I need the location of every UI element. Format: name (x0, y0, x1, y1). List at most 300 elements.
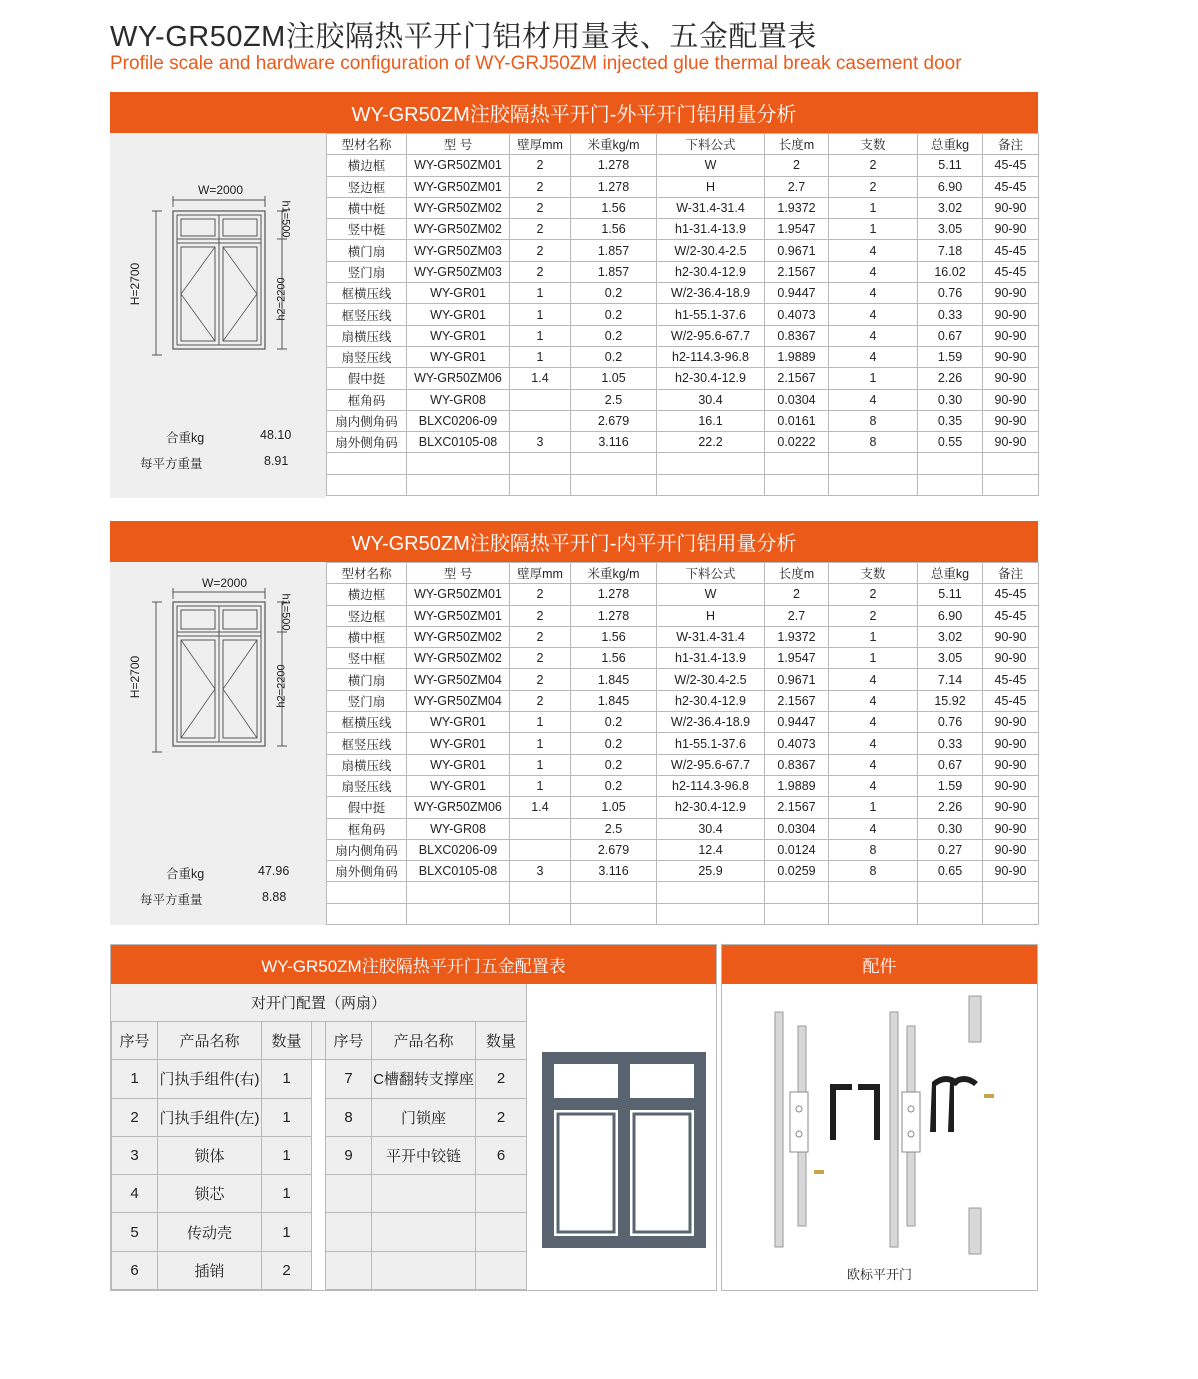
cell-profile-name: 竖边框 (327, 176, 407, 197)
cell-meter-weight: 1.56 (571, 648, 657, 669)
cell-length: 0.8367 (765, 754, 829, 775)
hw-cell-product-name: 门锁座 (372, 1098, 476, 1136)
hw-cell-index (326, 1175, 372, 1213)
hw-cell-quantity: 1 (262, 1098, 312, 1136)
inner-table-row (327, 648, 1039, 669)
cell-model: BLXC0206-09 (407, 839, 510, 860)
cell-model: WY-GR50ZM02 (407, 626, 510, 647)
outer-material-table (326, 133, 1039, 496)
cell-length: 2.7 (765, 176, 829, 197)
cell-count: 1 (829, 797, 918, 818)
cell-remark: 90-90 (983, 432, 1039, 453)
cell-remark: 45-45 (983, 669, 1039, 690)
cell-total-weight: 0.55 (918, 432, 983, 453)
cell-model (407, 903, 510, 924)
cell-length (765, 882, 829, 903)
cell-model: WY-GR01 (407, 733, 510, 754)
cell-wall-thickness: 1 (510, 346, 571, 367)
cell-count: 4 (829, 690, 918, 711)
cell-total-weight: 3.05 (918, 648, 983, 669)
cell-length: 0.0161 (765, 410, 829, 431)
inner-table-row (327, 690, 1039, 711)
cell-model: WY-GR01 (407, 754, 510, 775)
cell-profile-name: 扇横压线 (327, 754, 407, 775)
cell-wall-thickness: 2 (510, 240, 571, 261)
hw-cell-index: 2 (112, 1098, 158, 1136)
cell-meter-weight: 1.05 (571, 797, 657, 818)
cell-count: 4 (829, 325, 918, 346)
cell-cutting-formula: W/2-95.6-67.7 (657, 754, 765, 775)
cell-wall-thickness: 2 (510, 219, 571, 240)
cell-length: 0.0304 (765, 818, 829, 839)
cell-cutting-formula: h2-30.4-12.9 (657, 368, 765, 389)
inner-diagram-panel (110, 562, 326, 925)
cell-model: WY-GR01 (407, 304, 510, 325)
cell-length: 0.0222 (765, 432, 829, 453)
hw-gap (312, 1136, 326, 1174)
cell-wall-thickness (510, 839, 571, 860)
cell-wall-thickness: 1 (510, 754, 571, 775)
cell-total-weight: 0.33 (918, 733, 983, 754)
cell-wall-thickness: 2 (510, 690, 571, 711)
col-header-model: 型 号 (407, 134, 510, 155)
cell-length: 1.9372 (765, 197, 829, 218)
cell-total-weight (918, 474, 983, 495)
cell-count: 4 (829, 733, 918, 754)
inner-total-value: 47.96 (258, 864, 290, 878)
cell-cutting-formula: W/2-36.4-18.9 (657, 283, 765, 304)
inner-table-row (327, 818, 1039, 839)
outer-section-title: WY-GR50ZM注胶隔热平开门-外平开门铝用量分析 (110, 92, 1038, 133)
hw-cell-quantity: 1 (262, 1213, 312, 1251)
outer-h2-label: h2=2200 (275, 277, 288, 321)
hw-cell-index (326, 1213, 372, 1251)
cell-length (765, 903, 829, 924)
hw-header-qty: 数量 (476, 1022, 527, 1060)
hw-cell-product-name: 锁芯 (158, 1175, 262, 1213)
cell-length: 0.4073 (765, 304, 829, 325)
inner-table-header (327, 563, 1039, 584)
cell-wall-thickness: 3 (510, 432, 571, 453)
cell-total-weight: 6.90 (918, 176, 983, 197)
cell-count: 8 (829, 432, 918, 453)
cell-length: 2.1567 (765, 797, 829, 818)
cell-length: 2.1567 (765, 690, 829, 711)
outer-table-row (327, 304, 1039, 325)
cell-remark (983, 453, 1039, 474)
cell-cutting-formula: W-31.4-31.4 (657, 626, 765, 647)
cell-model: WY-GR50ZM04 (407, 690, 510, 711)
cell-length: 0.4073 (765, 733, 829, 754)
cell-cutting-formula: h2-30.4-12.9 (657, 690, 765, 711)
cell-profile-name: 横中框 (327, 626, 407, 647)
cell-count: 8 (829, 839, 918, 860)
cell-remark: 45-45 (983, 176, 1039, 197)
cell-total-weight: 0.67 (918, 325, 983, 346)
hardware-table (111, 1021, 527, 1290)
cell-cutting-formula: H (657, 605, 765, 626)
col-header-wall-thickness: 壁厚mm (510, 134, 571, 155)
cell-count: 8 (829, 861, 918, 882)
cell-model: WY-GR01 (407, 283, 510, 304)
col-header-count: 支数 (829, 563, 918, 584)
cell-meter-weight: 1.278 (571, 176, 657, 197)
cell-profile-name: 框横压线 (327, 712, 407, 733)
hw-header-name: 产品名称 (158, 1022, 262, 1060)
cell-remark: 45-45 (983, 605, 1039, 626)
cell-cutting-formula: h1-55.1-37.6 (657, 733, 765, 754)
accessories-title: 配件 (722, 945, 1037, 984)
hw-header-qty: 数量 (262, 1022, 312, 1060)
cell-wall-thickness (510, 818, 571, 839)
inner-table-row (327, 861, 1039, 882)
cell-model: WY-GR50ZM01 (407, 605, 510, 626)
cell-cutting-formula: 12.4 (657, 839, 765, 860)
cell-meter-weight: 1.05 (571, 368, 657, 389)
cell-meter-weight: 1.278 (571, 584, 657, 605)
cell-total-weight: 0.35 (918, 410, 983, 431)
cell-count: 1 (829, 648, 918, 669)
cell-length: 0.9447 (765, 712, 829, 733)
inner-table-row (327, 775, 1039, 796)
cell-count (829, 474, 918, 495)
cell-meter-weight: 1.278 (571, 605, 657, 626)
cell-profile-name: 竖中框 (327, 648, 407, 669)
outer-table-row (327, 197, 1039, 218)
cell-profile-name (327, 453, 407, 474)
cell-cutting-formula: 16.1 (657, 410, 765, 431)
cell-wall-thickness: 1 (510, 733, 571, 754)
hardware-row (112, 1213, 527, 1251)
hw-cell-quantity: 2 (476, 1098, 527, 1136)
cell-remark: 90-90 (983, 346, 1039, 367)
hw-gap (312, 1098, 326, 1136)
cell-length: 0.0124 (765, 839, 829, 860)
inner-per-sqm-value: 8.88 (262, 890, 287, 904)
cell-remark (983, 474, 1039, 495)
cell-cutting-formula (657, 882, 765, 903)
cell-wall-thickness: 1 (510, 283, 571, 304)
cell-count: 4 (829, 304, 918, 325)
cell-cutting-formula: W/2-30.4-2.5 (657, 240, 765, 261)
cell-total-weight (918, 453, 983, 474)
hw-header-name: 产品名称 (372, 1022, 476, 1060)
cell-cutting-formula: W-31.4-31.4 (657, 197, 765, 218)
cell-cutting-formula: h1-55.1-37.6 (657, 304, 765, 325)
outer-table-row (327, 346, 1039, 367)
inner-material-table (326, 562, 1039, 925)
cell-total-weight: 0.33 (918, 304, 983, 325)
outer-table-row (327, 283, 1039, 304)
cell-remark: 90-90 (983, 626, 1039, 647)
cell-remark: 90-90 (983, 410, 1039, 431)
hw-cell-product-name (372, 1175, 476, 1213)
hardware-row (112, 1175, 527, 1213)
cell-model: WY-GR01 (407, 325, 510, 346)
cell-meter-weight: 0.2 (571, 304, 657, 325)
cell-wall-thickness (510, 389, 571, 410)
cell-total-weight: 2.26 (918, 797, 983, 818)
hardware-row (112, 1136, 527, 1174)
hw-cell-quantity (476, 1175, 527, 1213)
hw-cell-index: 7 (326, 1060, 372, 1098)
cell-meter-weight: 1.56 (571, 197, 657, 218)
cell-count: 4 (829, 240, 918, 261)
outer-table-row (327, 368, 1039, 389)
hw-cell-quantity: 1 (262, 1136, 312, 1174)
hw-cell-index: 9 (326, 1136, 372, 1174)
inner-table-row (327, 605, 1039, 626)
cell-count: 2 (829, 605, 918, 626)
hardware-row (112, 1251, 527, 1289)
cell-length: 2 (765, 584, 829, 605)
hw-cell-index: 3 (112, 1136, 158, 1174)
cell-remark: 90-90 (983, 712, 1039, 733)
cell-total-weight: 7.18 (918, 240, 983, 261)
cell-profile-name: 框角码 (327, 389, 407, 410)
outer-table-row (327, 176, 1039, 197)
cell-wall-thickness: 2 (510, 176, 571, 197)
cell-total-weight (918, 903, 983, 924)
cell-length: 0.8367 (765, 325, 829, 346)
cell-count: 1 (829, 368, 918, 389)
lock-hardware-illustration (722, 984, 1037, 1264)
outer-door-section (110, 92, 1038, 498)
hw-gap (312, 1175, 326, 1213)
hw-cell-index: 4 (112, 1175, 158, 1213)
cell-count: 8 (829, 410, 918, 431)
hw-cell-product-name: C槽翻转支撑座 (372, 1060, 476, 1098)
col-header-total-weight: 总重kg (918, 134, 983, 155)
cell-profile-name: 框竖压线 (327, 733, 407, 754)
cell-length: 1.9372 (765, 626, 829, 647)
hw-cell-product-name: 门执手组件(左) (158, 1098, 262, 1136)
cell-profile-name: 扇横压线 (327, 325, 407, 346)
cell-meter-weight: 1.845 (571, 669, 657, 690)
cell-wall-thickness: 1 (510, 325, 571, 346)
cell-count: 4 (829, 818, 918, 839)
hw-cell-product-name: 传动壳 (158, 1213, 262, 1251)
cell-wall-thickness (510, 474, 571, 495)
cell-wall-thickness: 2 (510, 584, 571, 605)
outer-table-row (327, 219, 1039, 240)
cell-model (407, 453, 510, 474)
cell-wall-thickness: 3 (510, 861, 571, 882)
cell-count: 4 (829, 389, 918, 410)
cell-count: 1 (829, 626, 918, 647)
cell-total-weight: 2.26 (918, 368, 983, 389)
col-header-remark: 备注 (983, 134, 1039, 155)
cell-model: WY-GR50ZM02 (407, 197, 510, 218)
hw-cell-product-name: 平开中铰链 (372, 1136, 476, 1174)
cell-profile-name: 框横压线 (327, 283, 407, 304)
cell-profile-name: 竖中梃 (327, 219, 407, 240)
hardware-config-panel (110, 944, 717, 1291)
outer-h1-label: h1=500 (279, 200, 292, 238)
hardware-section (110, 944, 1038, 1291)
col-header-count: 支数 (829, 134, 918, 155)
cell-cutting-formula: W/2-30.4-2.5 (657, 669, 765, 690)
cell-profile-name: 假中挺 (327, 797, 407, 818)
col-header-meter-weight: 米重kg/m (571, 563, 657, 584)
hardware-row (112, 1098, 527, 1136)
cell-model: WY-GR50ZM03 (407, 261, 510, 282)
cell-cutting-formula: h1-31.4-13.9 (657, 648, 765, 669)
cell-meter-weight: 2.679 (571, 410, 657, 431)
cell-remark: 90-90 (983, 648, 1039, 669)
cell-meter-weight: 2.5 (571, 389, 657, 410)
hardware-title: WY-GR50ZM注胶隔热平开门五金配置表 (111, 945, 716, 984)
cell-remark: 45-45 (983, 584, 1039, 605)
cell-meter-weight: 0.2 (571, 775, 657, 796)
hw-cell-product-name (372, 1251, 476, 1289)
cell-cutting-formula: h2-114.3-96.8 (657, 775, 765, 796)
accessories-caption: 欧标平开门 (846, 1267, 912, 1282)
inner-table-row (327, 733, 1039, 754)
cell-total-weight: 5.11 (918, 584, 983, 605)
cell-model: BLXC0105-08 (407, 432, 510, 453)
hw-cell-quantity: 2 (476, 1060, 527, 1098)
cell-wall-thickness (510, 903, 571, 924)
cell-wall-thickness: 1.4 (510, 797, 571, 818)
cell-count: 2 (829, 176, 918, 197)
cell-remark: 90-90 (983, 219, 1039, 240)
cell-remark: 90-90 (983, 775, 1039, 796)
cell-meter-weight: 0.2 (571, 346, 657, 367)
inner-h2-label: h2=2200 (275, 664, 288, 708)
col-header-profile-name: 型材名称 (327, 563, 407, 584)
double-door-illustration (527, 984, 718, 1291)
cell-cutting-formula: W/2-95.6-67.7 (657, 325, 765, 346)
hardware-subtitle: 对开门配置（两扇） (111, 984, 526, 1021)
cell-total-weight: 0.76 (918, 712, 983, 733)
cell-length: 0.0304 (765, 389, 829, 410)
cell-total-weight: 0.27 (918, 839, 983, 860)
cell-meter-weight (571, 474, 657, 495)
cell-total-weight: 3.05 (918, 219, 983, 240)
cell-length (765, 453, 829, 474)
inner-table-row (327, 754, 1039, 775)
cell-model: WY-GR01 (407, 346, 510, 367)
cell-model: WY-GR50ZM03 (407, 240, 510, 261)
hw-cell-product-name (372, 1213, 476, 1251)
cell-remark: 90-90 (983, 197, 1039, 218)
cell-wall-thickness: 2 (510, 648, 571, 669)
cell-wall-thickness: 2 (510, 626, 571, 647)
cell-total-weight: 5.11 (918, 155, 983, 176)
cell-model: WY-GR50ZM04 (407, 669, 510, 690)
cell-total-weight: 0.65 (918, 861, 983, 882)
cell-profile-name: 扇内侧角码 (327, 410, 407, 431)
cell-wall-thickness: 1.4 (510, 368, 571, 389)
cell-cutting-formula: 25.9 (657, 861, 765, 882)
cell-profile-name: 扇外侧角码 (327, 861, 407, 882)
cell-wall-thickness: 2 (510, 197, 571, 218)
col-header-length: 长度m (765, 134, 829, 155)
cell-count: 4 (829, 261, 918, 282)
cell-total-weight: 0.30 (918, 389, 983, 410)
cell-remark: 90-90 (983, 304, 1039, 325)
cell-remark: 90-90 (983, 283, 1039, 304)
cell-meter-weight: 1.845 (571, 690, 657, 711)
page-subtitle: Profile scale and hardware configuration of WY-GRJ50ZM injected glue thermal break casement door (110, 53, 962, 74)
cell-meter-weight: 2.5 (571, 818, 657, 839)
cell-meter-weight: 3.116 (571, 432, 657, 453)
cell-total-weight: 1.59 (918, 346, 983, 367)
cell-count: 4 (829, 669, 918, 690)
cell-model: WY-GR50ZM01 (407, 584, 510, 605)
hw-cell-quantity: 6 (476, 1136, 527, 1174)
hw-cell-quantity (476, 1213, 527, 1251)
cell-model: WY-GR50ZM06 (407, 368, 510, 389)
outer-table-row (327, 325, 1039, 346)
cell-cutting-formula: h2-30.4-12.9 (657, 261, 765, 282)
cell-length: 2.7 (765, 605, 829, 626)
cell-total-weight: 15.92 (918, 690, 983, 711)
cell-remark: 45-45 (983, 261, 1039, 282)
cell-remark (983, 882, 1039, 903)
col-header-length: 长度m (765, 563, 829, 584)
hw-cell-index: 6 (112, 1251, 158, 1289)
cell-profile-name: 横门扇 (327, 669, 407, 690)
cell-remark: 90-90 (983, 368, 1039, 389)
hw-cell-index: 8 (326, 1098, 372, 1136)
cell-count: 4 (829, 346, 918, 367)
cell-cutting-formula: W (657, 155, 765, 176)
cell-cutting-formula: W (657, 584, 765, 605)
col-header-cutting-formula: 下料公式 (657, 134, 765, 155)
cell-meter-weight: 0.2 (571, 733, 657, 754)
outer-table-row (327, 240, 1039, 261)
cell-meter-weight: 0.2 (571, 325, 657, 346)
col-header-profile-name: 型材名称 (327, 134, 407, 155)
cell-cutting-formula: W/2-36.4-18.9 (657, 712, 765, 733)
cell-profile-name: 竖门扇 (327, 261, 407, 282)
hardware-row (112, 1060, 527, 1098)
cell-length: 2.1567 (765, 368, 829, 389)
hw-gap (312, 1251, 326, 1289)
cell-wall-thickness: 2 (510, 669, 571, 690)
cell-model: WY-GR08 (407, 818, 510, 839)
cell-count: 4 (829, 775, 918, 796)
inner-door-elevation-diagram (110, 558, 326, 798)
cell-model: WY-GR50ZM06 (407, 797, 510, 818)
hw-cell-product-name: 锁体 (158, 1136, 262, 1174)
cell-cutting-formula (657, 453, 765, 474)
cell-wall-thickness: 2 (510, 605, 571, 626)
cell-length (765, 474, 829, 495)
col-header-wall-thickness: 壁厚mm (510, 563, 571, 584)
cell-wall-thickness: 2 (510, 155, 571, 176)
cell-profile-name: 横中梃 (327, 197, 407, 218)
cell-model: BLXC0206-09 (407, 410, 510, 431)
cell-total-weight: 7.14 (918, 669, 983, 690)
cell-profile-name (327, 882, 407, 903)
cell-cutting-formula: 22.2 (657, 432, 765, 453)
cell-count: 4 (829, 712, 918, 733)
outer-table-header (327, 134, 1039, 155)
cell-profile-name: 横边框 (327, 584, 407, 605)
cell-remark: 90-90 (983, 733, 1039, 754)
cell-profile-name (327, 903, 407, 924)
cell-remark (983, 903, 1039, 924)
cell-total-weight: 0.30 (918, 818, 983, 839)
hw-cell-product-name: 门执手组件(右) (158, 1060, 262, 1098)
cell-wall-thickness: 1 (510, 304, 571, 325)
cell-meter-weight: 0.2 (571, 712, 657, 733)
cell-count: 4 (829, 754, 918, 775)
inner-table-row (327, 797, 1039, 818)
